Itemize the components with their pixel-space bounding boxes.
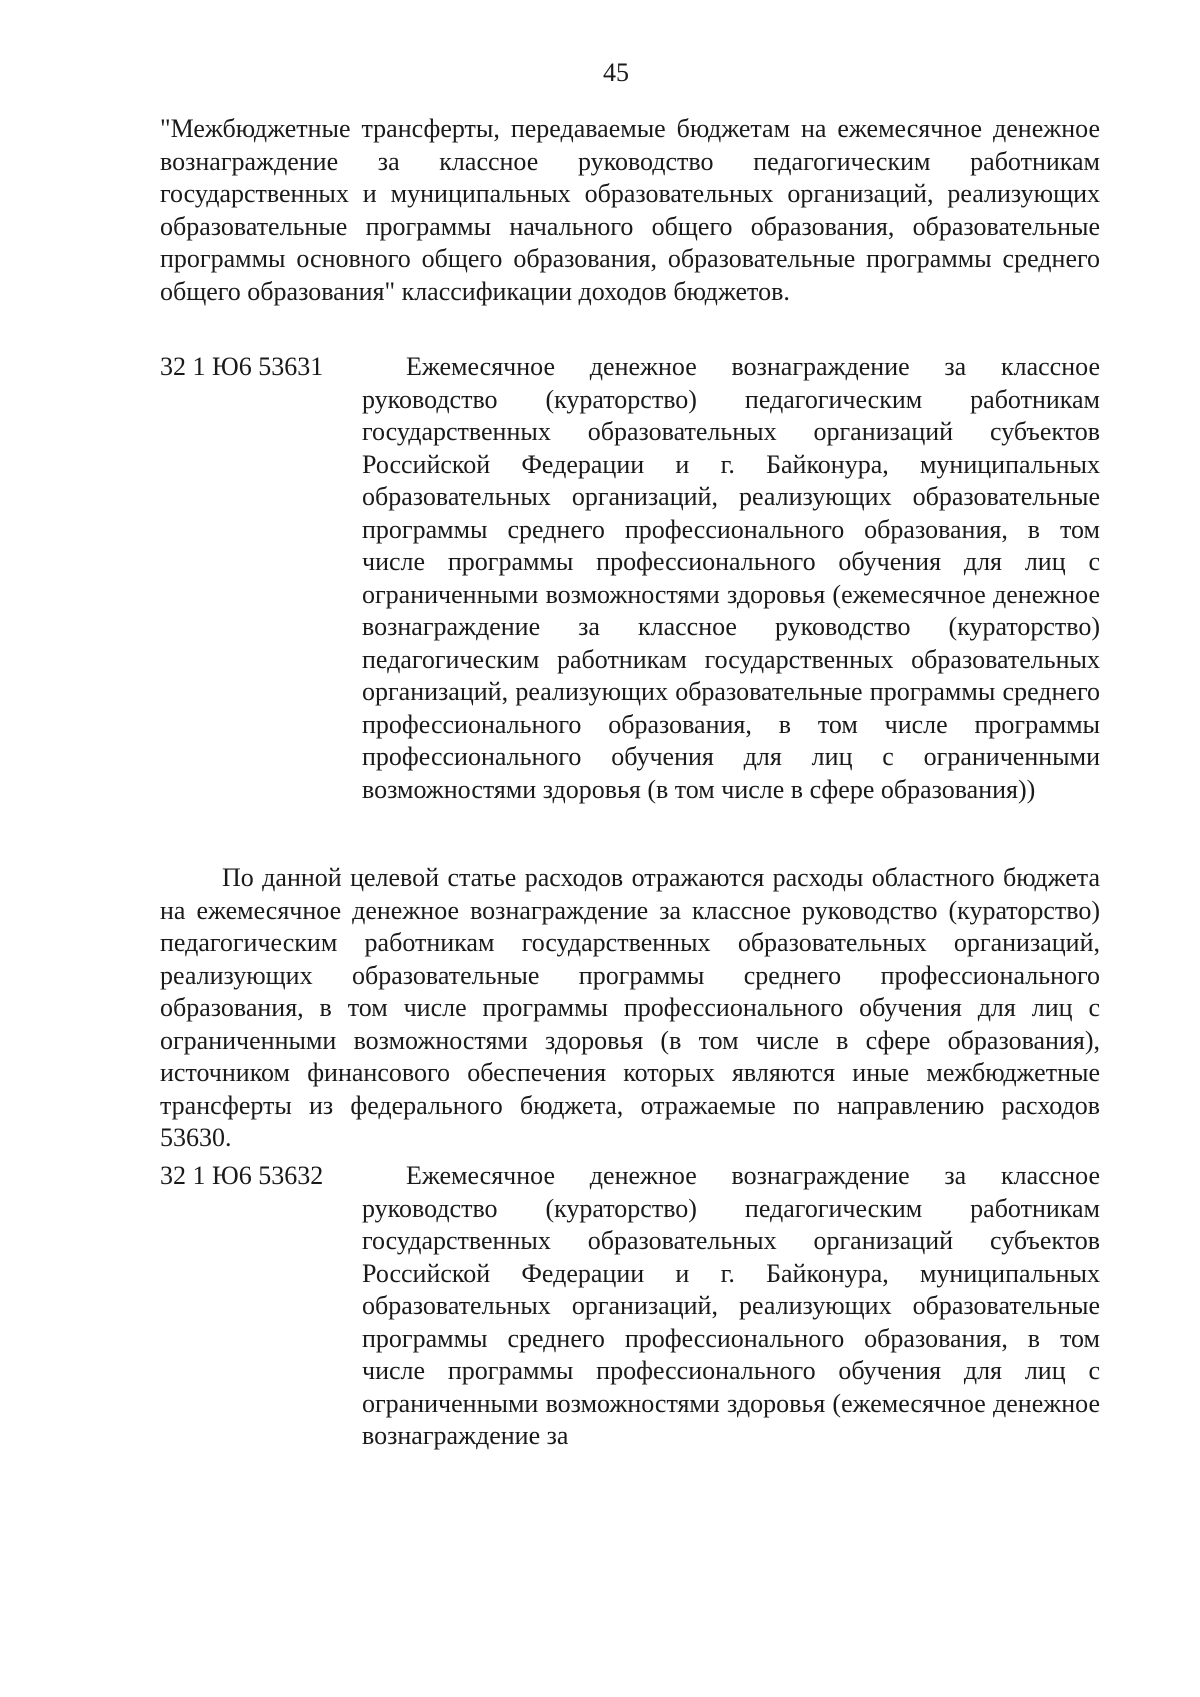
page-number: 45 [603,58,629,87]
target-article-description: Ежемесячное денежное вознаграждение за классное руководство (кураторство) педагогическим работникам государственных образовательных организаций субъектов Российской Федерации и г. Байконура, муниципальных образовательных организаций, реализующих образовательные программы среднего профессионального образования, в том числе программы профессионального обучения для лиц с ограниченными возможностями здоровья (ежемесячное денежное вознаграждение за классное руководство (кураторство) педагогическим работникам государственных образовательных организаций, реализующих образовательные программы среднего профессионального образования, в том числе программы профессионального обучения для лиц с ограниченными возможностями здоровья (в том числе в сфере образования)) [362,352,1100,804]
target-article-description: Ежемесячное денежное вознаграждение за классное руководство (кураторство) педагогическим работникам государственных образовательных организаций субъектов Российской Федерации и г. Байконура, муниципальных образовательных организаций, реализующих образовательные программы среднего профессионального образования, в том числе программы профессионального обучения для лиц с ограниченными возможностями здоровья (ежемесячное денежное вознаграждение за [362,1161,1100,1450]
intro-paragraph: "Межбюджетные трансферты, передаваемые бюджетам на ежемесячное денежное вознаграждение за классное руководство педагогическим работникам государственных и муниципальных образовательных организаций, реализующих образовательные программы начального общего образования, образовательные программы основного общего образования, образовательные программы среднего общего образования" классификации доходов бюджетов. [160,114,1100,306]
target-article-code: 32 1 Ю6 53631 [160,352,324,381]
explanation-paragraph: По данной целевой статье расходов отражаются расходы областного бюджета на ежемесячное денежное вознаграждение за классное руководство (кураторство) педагогическим работникам государственных образовательных организаций, реализующих образовательные программы среднего профессионального образования, в том числе программы профессионального обучения для лиц с ограниченными возможностями здоровья (в том числе в сфере образования), источником финансового обеспечения которых являются иные межбюджетные трансферты из федерального бюджета, отражаемые по направлению расходов 53630. [160,863,1100,1152]
target-article-code: 32 1 Ю6 53632 [160,1161,324,1190]
